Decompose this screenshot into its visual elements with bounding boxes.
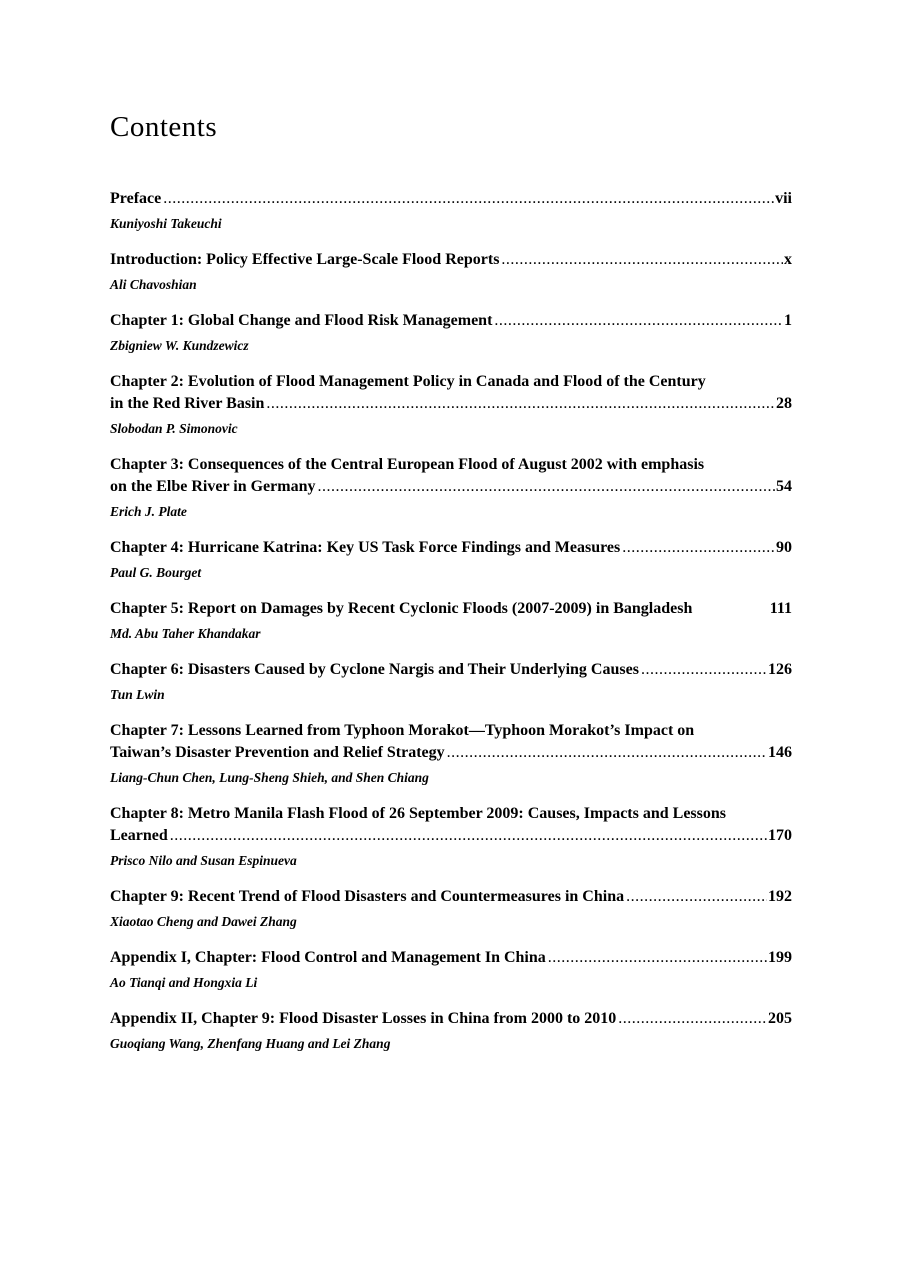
toc-entry bbox=[110, 947, 792, 993]
toc-entry-authors: Kuniyoshi Takeuchi bbox=[110, 216, 222, 231]
toc-entry-lastline bbox=[110, 188, 792, 210]
toc-entry-authors: Zbigniew W. Kundzewicz bbox=[110, 338, 249, 353]
toc-leader-dots bbox=[161, 188, 774, 210]
toc-leader-dots bbox=[315, 476, 775, 498]
toc-entry-title bbox=[110, 659, 792, 681]
toc-entry-authors: Slobodan P. Simonovic bbox=[110, 421, 238, 436]
toc-entry-title-text: Introduction: Policy Effective Large-Scale Flood Reports bbox=[110, 251, 500, 268]
toc-entry-page-number: 146 bbox=[768, 744, 792, 761]
toc-leader-dots bbox=[616, 1008, 767, 1030]
toc-entry-page-number: vii bbox=[775, 190, 792, 207]
toc-entry-title bbox=[110, 1008, 792, 1030]
toc-entry-title bbox=[110, 947, 792, 969]
toc-entry-title bbox=[110, 803, 792, 847]
toc-entry-title-text: Chapter 1: Global Change and Flood Risk Management bbox=[110, 312, 493, 329]
toc-entry-title-text: Chapter 9: Recent Trend of Flood Disasters and Countermeasures in China bbox=[110, 888, 625, 905]
toc-entry bbox=[110, 310, 792, 356]
toc-entry-authors: Tun Lwin bbox=[110, 687, 165, 702]
toc-entry-lastline bbox=[110, 1008, 792, 1030]
toc-entry bbox=[110, 659, 792, 705]
toc-entry bbox=[110, 598, 792, 644]
toc-entry-authors: Paul G. Bourget bbox=[110, 565, 202, 580]
toc-entry-authors: Erich J. Plate bbox=[110, 504, 187, 519]
toc-entry-title bbox=[110, 371, 792, 415]
toc-entry-page-number: 170 bbox=[768, 827, 792, 844]
toc-entry-lastline bbox=[110, 947, 792, 969]
toc-entry-page-number: 192 bbox=[768, 888, 792, 905]
toc-leader-dots bbox=[624, 886, 767, 908]
toc-entry-page-number: x bbox=[784, 251, 792, 268]
toc-entry-authors: Xiaotao Cheng and Dawei Zhang bbox=[110, 914, 297, 929]
toc-entry-page-number: 54 bbox=[776, 478, 792, 495]
toc-list bbox=[110, 188, 792, 1054]
toc-entry-page-number: 126 bbox=[768, 661, 792, 678]
toc-entry-title-line: Chapter 3: Consequences of the Central European Flood of August 2002 with emphasis bbox=[110, 456, 705, 473]
toc-entry bbox=[110, 188, 792, 234]
toc-entry bbox=[110, 720, 792, 788]
toc-entry-authors: Prisco Nilo and Susan Espinueva bbox=[110, 853, 297, 868]
toc-entry-lastline bbox=[110, 537, 792, 559]
toc-entry-lastline bbox=[110, 249, 792, 271]
toc-entry bbox=[110, 249, 792, 295]
toc-entry-authors: Ao Tianqi and Hongxia Li bbox=[110, 975, 258, 990]
toc-entry-title bbox=[110, 454, 792, 498]
toc-entry-lastline bbox=[110, 742, 792, 764]
toc-entry-authors: Guoqiang Wang, Zhenfang Huang and Lei Zhang bbox=[110, 1036, 391, 1051]
toc-entry-title-text: in the Red River Basin bbox=[110, 395, 265, 412]
toc-leader-dots bbox=[492, 310, 783, 332]
toc-leader-dots bbox=[620, 537, 775, 559]
toc-entry-page-number: 205 bbox=[768, 1010, 792, 1027]
toc-entry-lastline bbox=[110, 886, 792, 908]
toc-entry-page-number: 90 bbox=[776, 539, 792, 556]
page-title: Contents bbox=[110, 111, 218, 143]
toc-entry-title bbox=[110, 310, 792, 332]
toc-entry-lastline bbox=[110, 825, 792, 847]
toc-leader-dots bbox=[546, 947, 767, 969]
toc-entry-page-number: 1 bbox=[784, 312, 792, 329]
toc-leader-dots bbox=[499, 249, 783, 271]
toc-entry-page-number: 111 bbox=[769, 600, 792, 617]
toc-entry-title-text: on the Elbe River in Germany bbox=[110, 478, 316, 495]
toc-entry-title-text: Chapter 5: Report on Damages by Recent Cyclonic Floods (2007-2009) in Bangladesh bbox=[110, 600, 693, 617]
toc-entry bbox=[110, 454, 792, 522]
toc-entry-title-line: Chapter 7: Lessons Learned from Typhoon Morakot—Typhoon Morakot’s Impact on bbox=[110, 722, 695, 739]
toc-leader-dots bbox=[445, 742, 767, 764]
toc-entry-title-text: Appendix II, Chapter 9: Flood Disaster Losses in China from 2000 to 2010 bbox=[110, 1010, 617, 1027]
toc-entry-authors: Liang-Chun Chen, Lung-Sheng Shieh, and Shen Chiang bbox=[110, 770, 429, 785]
toc-entry-title-text: Taiwan’s Disaster Prevention and Relief Strategy bbox=[110, 744, 445, 761]
toc-entry bbox=[110, 537, 792, 583]
toc-entry-lastline bbox=[110, 598, 792, 620]
toc-entry-authors: Md. Abu Taher Khandakar bbox=[110, 626, 261, 641]
toc-entry-lastline bbox=[110, 310, 792, 332]
toc-entry-authors: Ali Chavoshian bbox=[110, 277, 197, 292]
toc-entry-lastline bbox=[110, 393, 792, 415]
toc-entry-title bbox=[110, 598, 792, 620]
toc-entry-lastline bbox=[110, 476, 792, 498]
toc-entry bbox=[110, 886, 792, 932]
toc-leader-dots bbox=[639, 659, 767, 681]
toc-entry-page-number: 28 bbox=[776, 395, 792, 412]
toc-entry-title bbox=[110, 886, 792, 908]
toc-entry-title-text: Learned bbox=[110, 827, 168, 844]
toc-entry-title-text: Chapter 4: Hurricane Katrina: Key US Task Force Findings and Measures bbox=[110, 539, 621, 556]
toc-entry-title bbox=[110, 720, 792, 764]
toc-entry-title-text: Appendix I, Chapter: Flood Control and Management In China bbox=[110, 949, 546, 966]
toc-entry-title-line: Chapter 2: Evolution of Flood Management Policy in Canada and Flood of the Century bbox=[110, 373, 706, 390]
toc-entry bbox=[110, 1008, 792, 1054]
toc-entry-title-text: Preface bbox=[110, 190, 162, 207]
toc-entry-title bbox=[110, 249, 792, 271]
toc-leader-dots bbox=[168, 825, 767, 847]
toc-entry-page-number: 199 bbox=[768, 949, 792, 966]
toc-entry bbox=[110, 371, 792, 439]
toc-entry-title bbox=[110, 537, 792, 559]
toc-entry-title-line: Chapter 8: Metro Manila Flash Flood of 26 September 2009: Causes, Impacts and Lessons bbox=[110, 805, 727, 822]
toc-entry-title-text: Chapter 6: Disasters Caused by Cyclone Nargis and Their Underlying Causes bbox=[110, 661, 639, 678]
toc-entry bbox=[110, 803, 792, 871]
toc-entry-title bbox=[110, 188, 792, 210]
toc-leader-dots bbox=[264, 393, 775, 415]
toc-entry-lastline bbox=[110, 659, 792, 681]
